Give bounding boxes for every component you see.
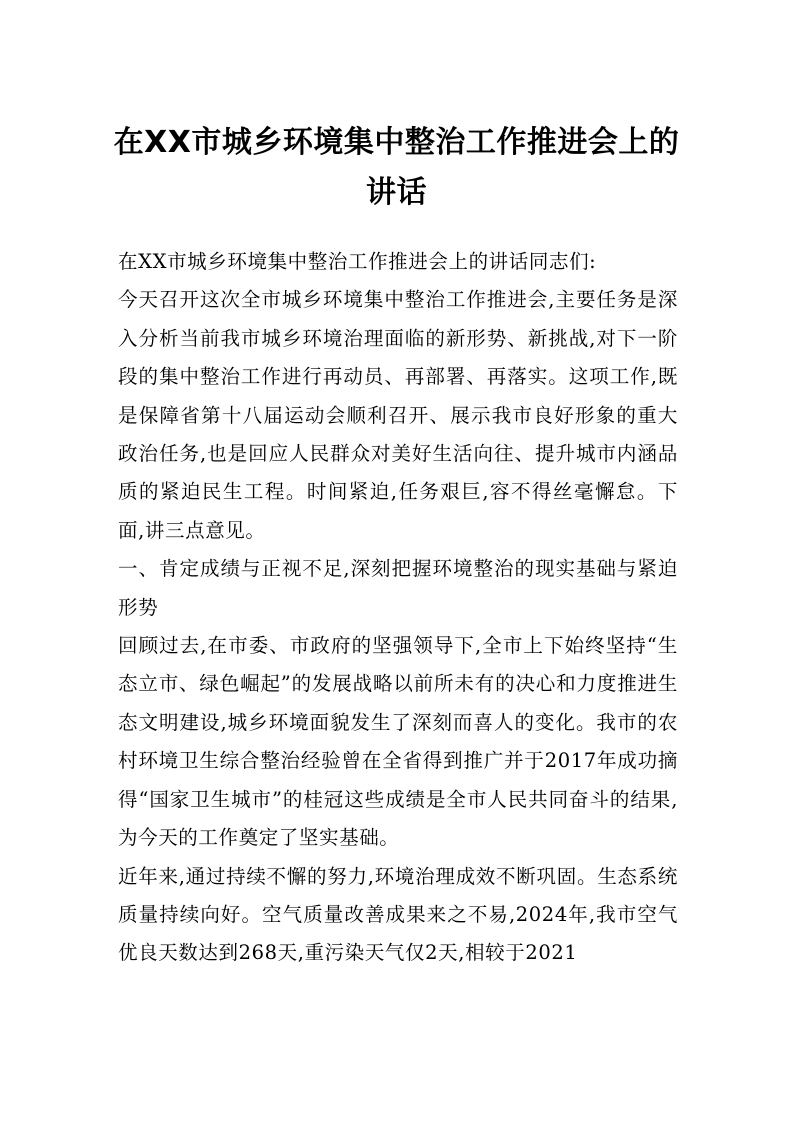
paragraph-salutation: 在XX市城乡环境集中整治工作推进会上的讲话同志们:: [118, 250, 597, 273]
document-body: [118, 243, 678, 973]
paragraph-review: 回顾过去,在市委、市政府的坚强领导下,全市上下始终坚持“生态立市、绿色崛起”的发展战略以前所未有的决心和力度推进生态文明建设,城乡环境面貌发生了深刻而喜人的变化。我市的农村环境卫生综合整治经验曾在全省得到推广并于2017年成功摘得“国家卫生城市”的桂冠这些成绩是全市人民共同奋斗的结果,为今天的工作奠定了坚实基础。: [118, 634, 678, 850]
document-title: 在XX市城乡环境集中整治工作推进会上的讲话: [113, 125, 680, 210]
paragraph-recent-years: 近年来,通过持续不懈的努力,环境治理成效不断巩固。生态系统质量持续向好。空气质量改善成果来之不易,2024年,我市空气优良天数达到268天,重污染天气仅2天,相较于2021: [118, 864, 678, 965]
section-heading-one: 一、肯定成绩与正视不足,深刻把握环境整治的现实基础与紧迫形势: [118, 557, 678, 619]
paragraph-intro: 今天召开这次全市城乡环境集中整治工作推进会,主要任务是深入分析当前我市城乡环境治理面临的新形势、新挑战,对下一阶段的集中整治工作进行再动员、再部署、再落实。这项工作,既是保障省第十八届运动会顺利召开、展示我市良好形象的重大政治任务,也是回应人民群众对美好生活向往、提升城市内涵品质的紧迫民生工程。时间紧迫,任务艰巨,容不得丝毫懈怠。下面,讲三点意见。: [118, 288, 678, 542]
